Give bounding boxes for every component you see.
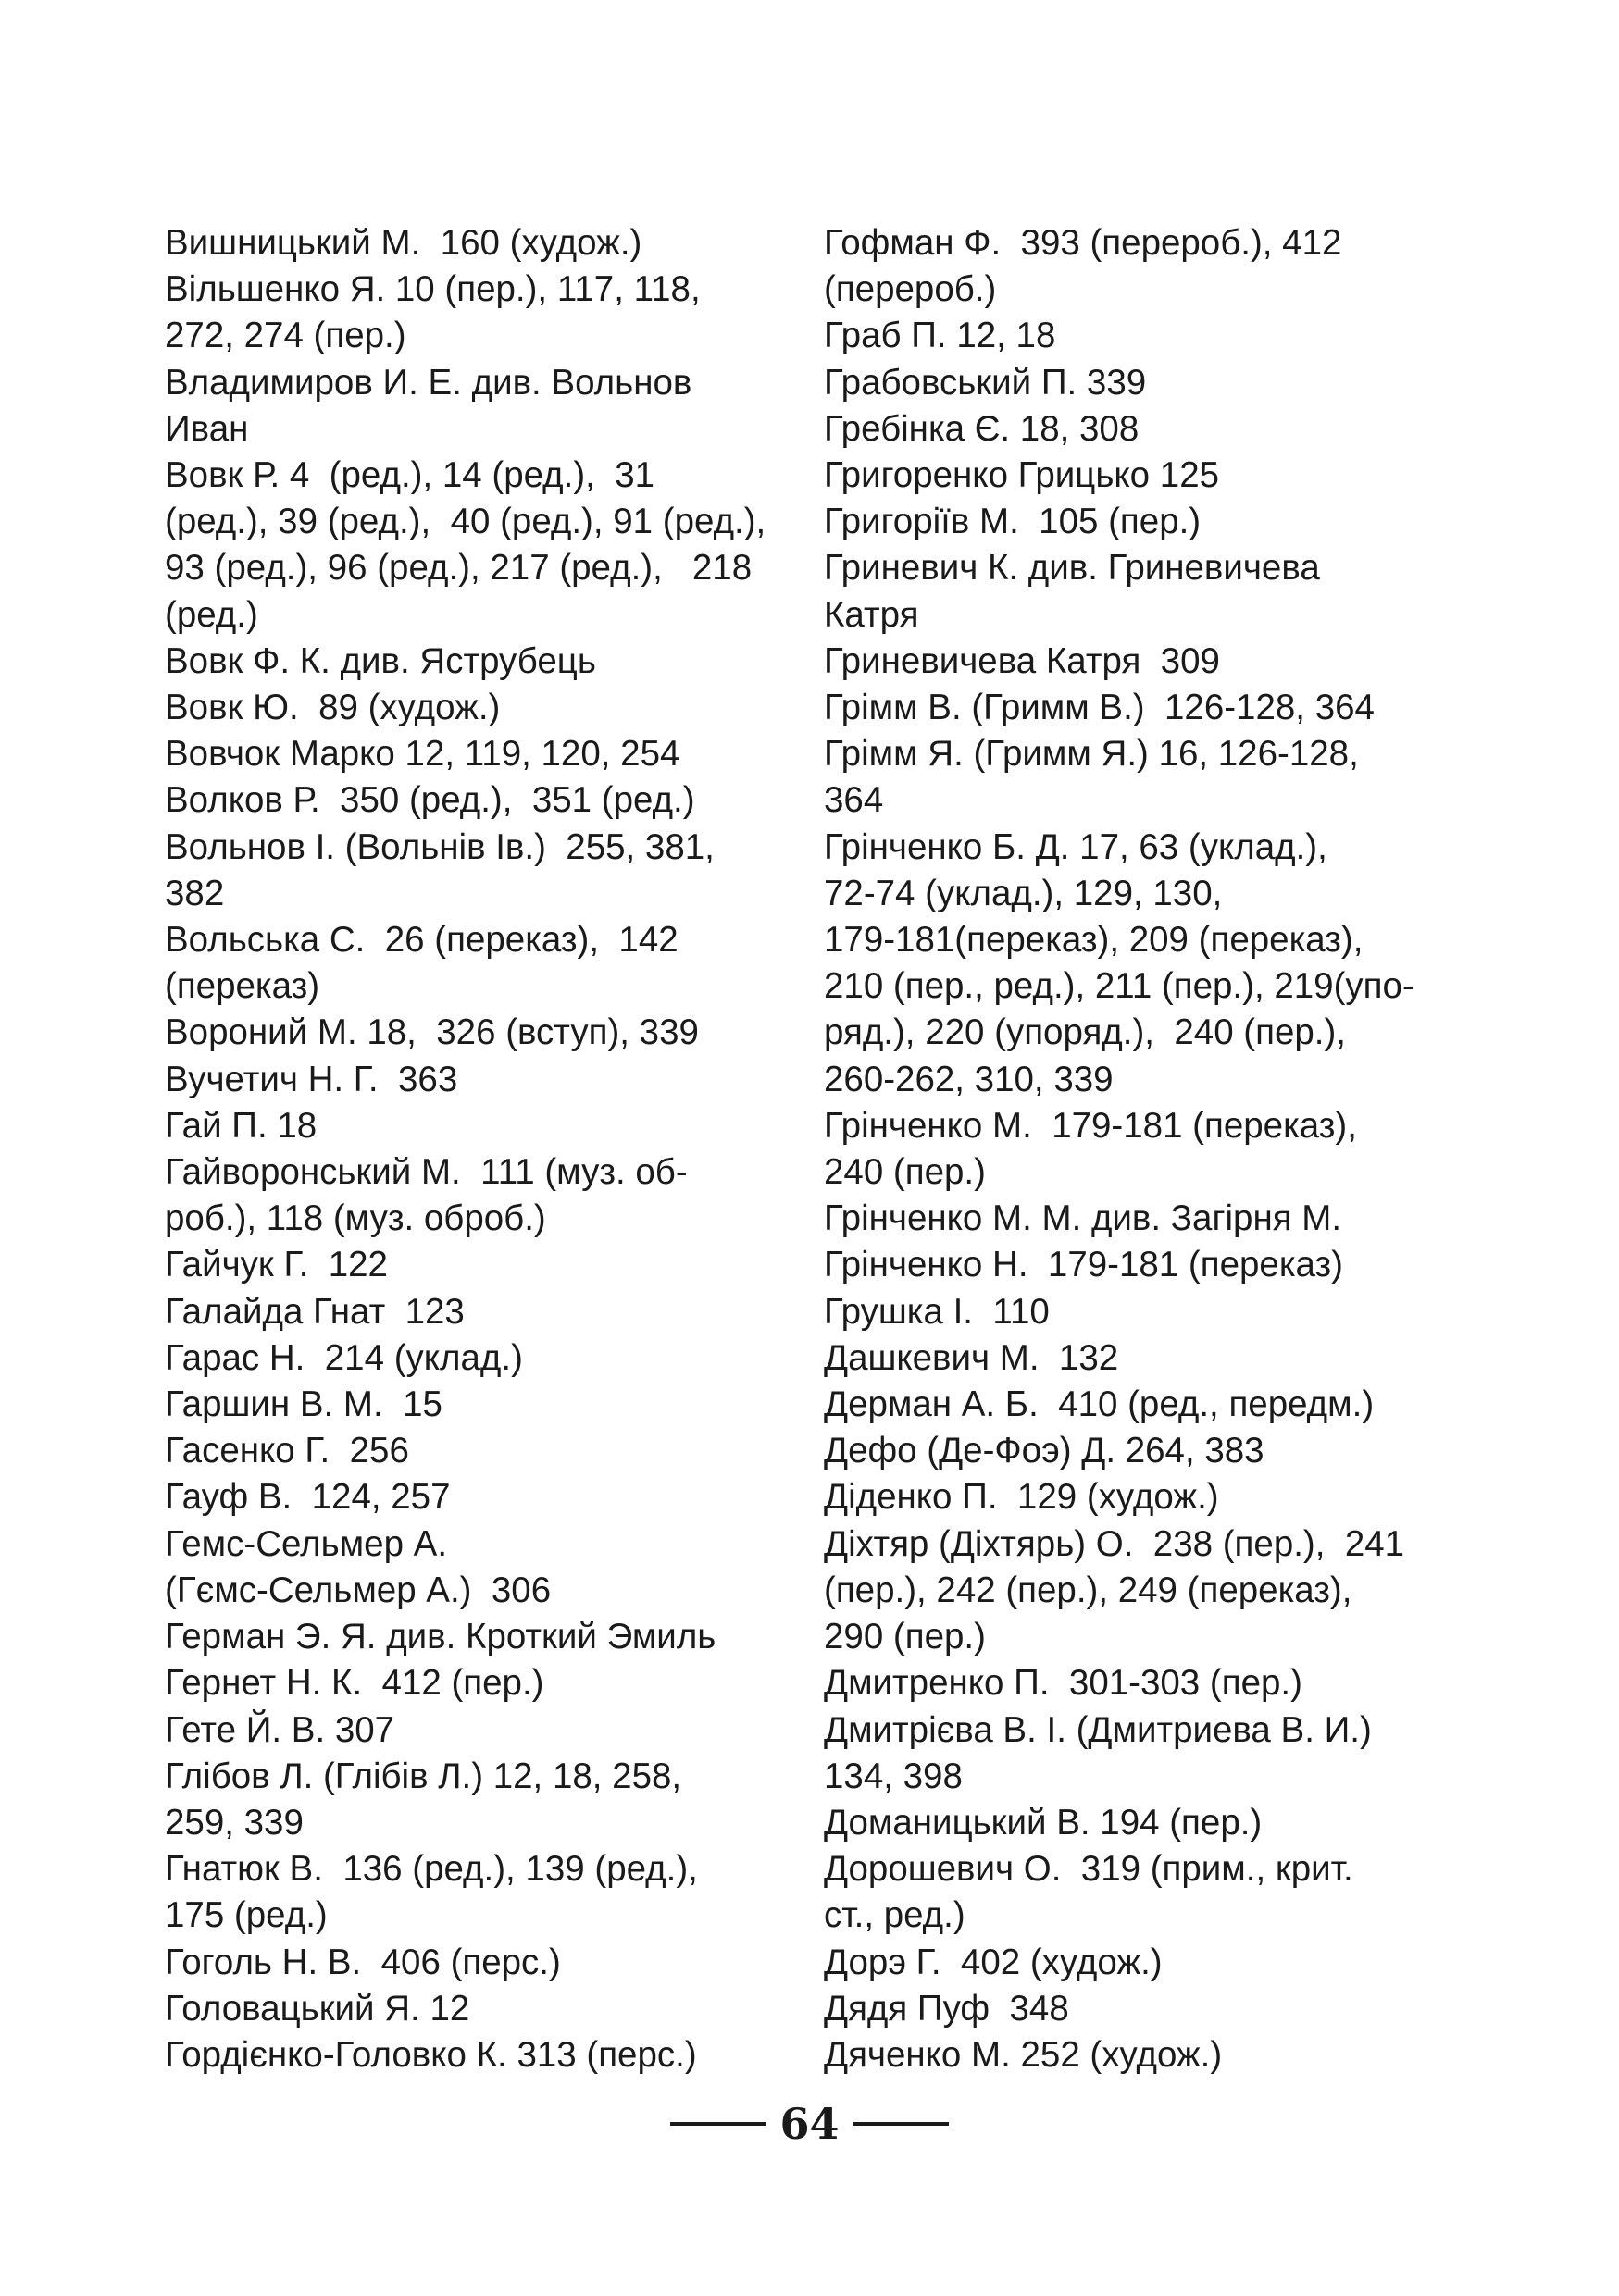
index-entry-line: 382 <box>165 873 225 913</box>
index-entry-line: Иван <box>165 408 249 449</box>
index-entry-line: 290 (пер.) <box>824 1617 986 1657</box>
index-entry-line: Григоріїв М. 105 (пер.) <box>824 502 1202 542</box>
index-entry-line: 240 (пер.) <box>824 1152 986 1193</box>
index-entry-line: Гайворонський М. 111 (муз. об- <box>165 1152 688 1193</box>
index-entry-line: Дорэ Г. 402 (худож.) <box>824 1942 1163 1982</box>
index-entry-line: Гасенко Г. 256 <box>165 1431 409 1471</box>
index-entry-line: Герман Э. Я. див. Кроткий Эмиль <box>165 1617 716 1657</box>
index-entry-line: Грімм В. (Гримм В.) 126-128, 364 <box>824 688 1375 728</box>
page-number: 64 <box>779 2099 840 2149</box>
index-entry-line: Вовчок Марко 12, 119, 120, 254 <box>165 734 680 775</box>
index-entry-line: 272, 274 (пер.) <box>165 316 406 356</box>
index-entry-line: Дмитренко П. 301-303 (пер.) <box>824 1663 1302 1704</box>
index-entry-line: 175 (ред.) <box>165 1895 328 1936</box>
index-entry-line: Григоренко Грицько 125 <box>824 455 1220 496</box>
index-entry-line: (перероб.) <box>824 269 997 310</box>
index-entry-line: Гребінка Є. 18, 308 <box>824 408 1140 449</box>
index-entry-line: (ред.) <box>165 594 258 635</box>
index-entry-line: Владимиров И. Е. див. Вольнов <box>165 362 692 403</box>
index-entry-line: Граб П. 12, 18 <box>824 316 1056 356</box>
index-entry-line: 259, 339 <box>165 1802 304 1843</box>
index-entry-line: 260-262, 310, 339 <box>824 1059 1114 1099</box>
index-entry-line: Катря <box>824 594 919 635</box>
index-entry-line: Вовк Р. 4 (ред.), 14 (ред.), 31 <box>165 455 655 496</box>
index-entry-line: Грінченко М. 179-181 (переказ), <box>824 1105 1357 1146</box>
index-entry-line: Гайчук Г. 122 <box>165 1245 388 1285</box>
index-entry-line: ст., ред.) <box>824 1895 965 1936</box>
index-entry-line: Гернет Н. К. 412 (пер.) <box>165 1663 544 1704</box>
index-entry-line: Гриневичева Катря 309 <box>824 640 1220 681</box>
index-entry-line: 93 (ред.), 96 (ред.), 217 (ред.), 218 <box>165 548 753 589</box>
index-column-left <box>165 220 813 2079</box>
footer-rule-right <box>853 2122 949 2126</box>
index-entry-line: Діденко П. 129 (худож.) <box>824 1477 1219 1518</box>
index-entry-line: Дорошевич О. 319 (прим., крит. <box>824 1849 1353 1890</box>
index-entry-line: Вільшенко Я. 10 (пер.), 117, 118, <box>165 269 701 310</box>
index-entry-line: Гофман Ф. 393 (перероб.), 412 <box>824 223 1342 263</box>
index-entry-line: (пер.), 242 (пер.), 249 (переказ), <box>824 1570 1352 1610</box>
index-entry-line: Головацький Я. 12 <box>165 1988 470 2029</box>
index-entry-line: Грінченко М. М. див. Загірня М. <box>824 1198 1342 1239</box>
index-entry-line: Гаршин В. М. 15 <box>165 1384 442 1425</box>
index-entry-line: Вовк Ф. К. див. Яструбець <box>165 640 596 681</box>
index-entry-line: ряд.), 220 (упоряд.), 240 (пер.), <box>824 1012 1347 1053</box>
index-entry-line: Доманицький В. 194 (пер.) <box>824 1802 1263 1843</box>
index-entry-line: Галайда Гнат 123 <box>165 1291 465 1332</box>
index-entry-line: Вовк Ю. 89 (худож.) <box>165 688 501 728</box>
index-entry-line: Глібов Л. (Глібів Л.) 12, 18, 258, <box>165 1756 682 1796</box>
index-entry-line: роб.), 118 (муз. оброб.) <box>165 1198 546 1239</box>
index-entry-line: Гемс-Сельмер А. <box>165 1523 448 1564</box>
index-entry-line: Грушка І. 110 <box>824 1291 1050 1332</box>
index-entry-line: Гарас Н. 214 (уклад.) <box>165 1337 523 1378</box>
index-entry-line: 364 <box>824 780 884 821</box>
index-entry-line: Вороний М. 18, 326 (вступ), 339 <box>165 1012 699 1053</box>
index-entry-line: Гете Й. В. 307 <box>165 1709 395 1750</box>
index-entry-line: (переказ) <box>165 966 320 1007</box>
index-entry-line: Вучетич Н. Г. 363 <box>165 1059 458 1099</box>
index-entry-line: Дяченко М. 252 (худож.) <box>824 2034 1223 2075</box>
index-entry-line: Грабовський П. 339 <box>824 362 1147 403</box>
index-entry-line: Гнатюк В. 136 (ред.), 139 (ред.), <box>165 1849 698 1890</box>
index-entry-line: Грінченко Н. 179-181 (переказ) <box>824 1245 1343 1285</box>
index-entry-line: 210 (пер., ред.), 211 (пер.), 219(упо- <box>824 966 1414 1007</box>
index-entry-line: 179-181(переказ), 209 (переказ), <box>824 920 1364 961</box>
index-entry-line: Гоголь Н. В. 406 (перс.) <box>165 1942 561 1982</box>
index-entry-line: Дмитрієва В. І. (Дмитриева В. И.) <box>824 1709 1372 1750</box>
index-entry-line: Гай П. 18 <box>165 1105 318 1146</box>
index-entry-line: Дядя Пуф 348 <box>824 1988 1069 2029</box>
index-entry-line: Вольська С. 26 (переказ), 142 <box>165 920 679 961</box>
index-entry-line: (Гємс-Сельмер А.) 306 <box>165 1570 552 1610</box>
index-entry-line: Волков Р. 350 (ред.), 351 (ред.) <box>165 780 695 821</box>
index-entry-line: Гауф В. 124, 257 <box>165 1477 451 1518</box>
index-entry-line: 134, 398 <box>824 1756 963 1796</box>
index-entry-line: (ред.), 39 (ред.), 40 (ред.), 91 (ред.), <box>165 502 766 542</box>
index-entry-line: Вишницький М. 160 (худож.) <box>165 223 642 263</box>
index-entry-line: Грімм Я. (Гримм Я.) 16, 126-128, <box>824 734 1359 775</box>
index-entry-line: Діхтяр (Діхтярь) О. 238 (пер.), 241 <box>824 1523 1405 1564</box>
index-entry-line: 72-74 (уклад.), 129, 130, <box>824 873 1223 913</box>
index-entry-line: Гордієнко-Головко К. 313 (перс.) <box>165 2034 697 2075</box>
index-entry-line: Дашкевич М. 132 <box>824 1337 1119 1378</box>
index-entry-line: Вольнов І. (Вольнів Ів.) 255, 381, <box>165 826 715 867</box>
page-footer <box>0 2096 1619 2152</box>
footer-rule-left <box>670 2122 766 2126</box>
index-entry-line: Грінченко Б. Д. 17, 63 (уклад.), <box>824 826 1327 867</box>
index-entry-line: Гриневич К. див. Гриневичева <box>824 548 1320 589</box>
index-entry-line: Дерман А. Б. 410 (ред., передм.) <box>824 1384 1375 1425</box>
index-entry-line: Дефо (Де-Фоэ) Д. 264, 383 <box>824 1431 1264 1471</box>
index-column-right <box>824 220 1490 2079</box>
